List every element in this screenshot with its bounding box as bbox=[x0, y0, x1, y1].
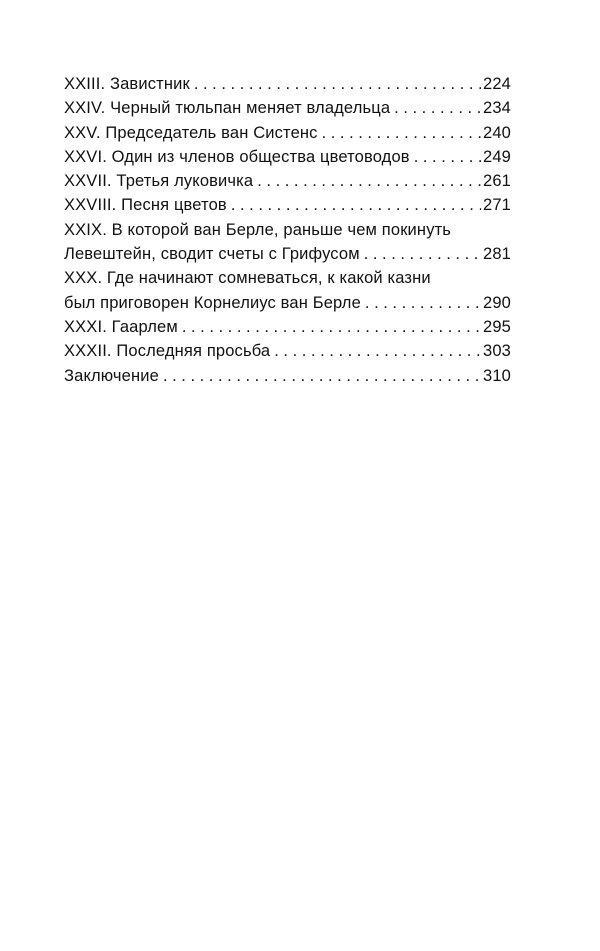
toc-page-number: 290 bbox=[483, 293, 511, 312]
toc-page-number: 310 bbox=[483, 366, 511, 385]
toc-entry-29 bbox=[64, 242, 511, 266]
toc-entry-title: XXVI. Один из членов общества цветоводов bbox=[64, 147, 410, 166]
toc-entry-30 bbox=[64, 291, 511, 315]
dot-leader bbox=[190, 72, 481, 96]
toc-entry-conclusion bbox=[64, 364, 511, 388]
toc-entry-title-continued: был приговорен Корнелиус ван Берле bbox=[64, 293, 361, 312]
toc-entry-title: XXXII. Последняя просьба bbox=[64, 342, 271, 361]
toc-entry-27 bbox=[64, 169, 511, 193]
dot-leader bbox=[360, 242, 481, 266]
toc-entry-23 bbox=[64, 72, 511, 96]
dot-leader bbox=[270, 339, 481, 363]
toc-entry-title: Заключение bbox=[64, 366, 159, 385]
toc-page-number: 295 bbox=[483, 317, 511, 336]
dot-leader bbox=[410, 145, 481, 169]
toc-page-number: 271 bbox=[483, 196, 511, 215]
toc-page-number: 303 bbox=[483, 342, 511, 361]
dot-leader bbox=[361, 291, 481, 315]
toc-entry-title-continued: Левештейн, сводит счеты с Грифусом bbox=[64, 245, 360, 264]
dot-leader bbox=[227, 193, 481, 217]
dot-leader bbox=[159, 364, 481, 388]
toc-page-number: 234 bbox=[483, 99, 511, 118]
toc-entry-32 bbox=[64, 339, 511, 363]
toc-entry-title: XXIV. Черный тюльпан меняет владельца bbox=[64, 99, 391, 118]
toc-page-number: 240 bbox=[483, 123, 511, 142]
toc-entry-title: XXVIII. Песня цветов bbox=[64, 196, 227, 215]
toc-entry-title: XXVII. Третья луковичка bbox=[64, 172, 254, 191]
toc-entry-24 bbox=[64, 96, 511, 120]
dot-leader bbox=[390, 96, 481, 120]
dot-leader bbox=[253, 169, 481, 193]
dot-leader bbox=[178, 315, 481, 339]
toc-entry-title: XXXI. Гаарлем bbox=[64, 317, 178, 336]
toc-entry-25 bbox=[64, 121, 511, 145]
table-of-contents bbox=[64, 72, 511, 388]
dot-leader bbox=[318, 121, 481, 145]
toc-entry-31 bbox=[64, 315, 511, 339]
toc-entry-28 bbox=[64, 193, 511, 217]
toc-entry-title: XXIX. В которой ван Берле, раньше чем покинуть bbox=[64, 220, 452, 239]
toc-entry-29-line-1 bbox=[64, 218, 511, 242]
toc-entry-title: XXIII. Завистник bbox=[64, 75, 190, 93]
toc-entry-26 bbox=[64, 145, 511, 169]
toc-entry-30-line-1 bbox=[64, 266, 511, 290]
toc-entry-title: XXV. Председатель ван Систенс bbox=[64, 123, 318, 142]
toc-entry-title: XXX. Где начинают сомневаться, к какой казни bbox=[64, 269, 431, 288]
toc-page-number: 261 bbox=[483, 172, 511, 191]
toc-page-number: 249 bbox=[483, 147, 511, 166]
toc-page-number: 281 bbox=[483, 245, 511, 264]
toc-page-number: 224 bbox=[483, 75, 511, 93]
